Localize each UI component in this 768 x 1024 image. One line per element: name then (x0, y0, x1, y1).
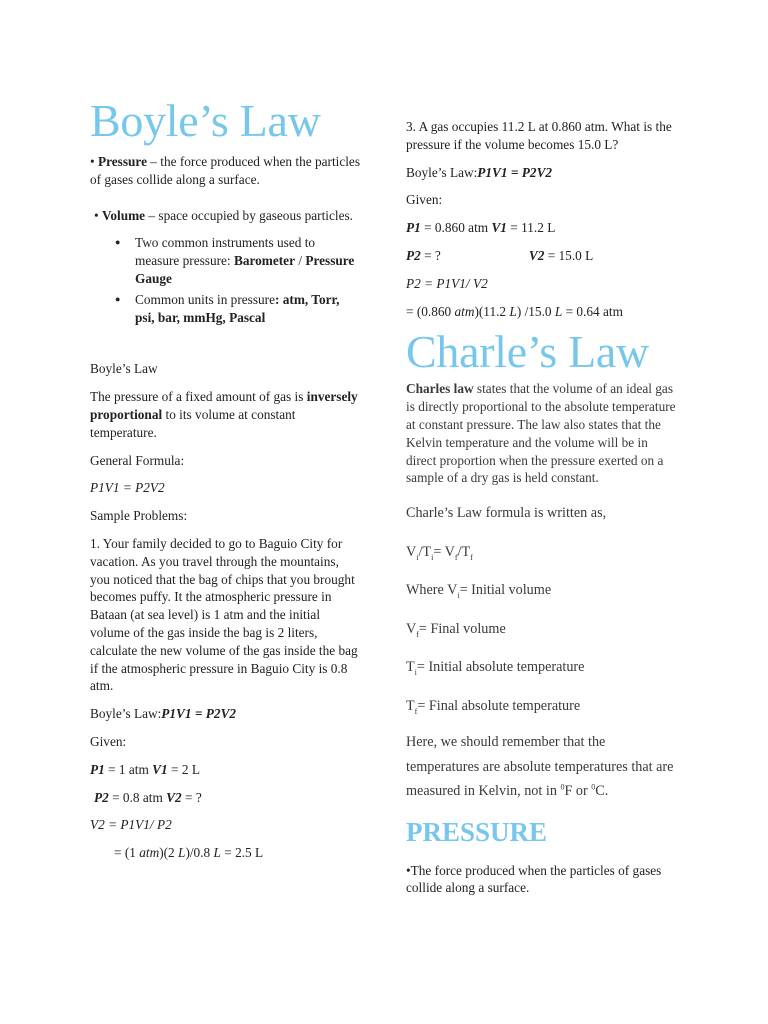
variable-v2: V2 (166, 789, 182, 805)
problem-1: 1. Your family decided to go to Baguio City for vacation. As you travel through the mountains, you noticed that the bag of chips that you brought becomes puffy. It the atmospheric pressure in Bataan (at sea level) is 1 atm and the initial volume of the gas inside the bag is 2 liters, calculate the new volume of the gas inside the bag if the atmospheric pressure in Baguio City is 0.8 atm. (90, 535, 358, 694)
law-label: Boyle’s Law: (90, 706, 162, 722)
formula-intro: Charle’s Law formula is written as, (406, 505, 607, 522)
solution-part: = (1 (114, 845, 140, 861)
pressure-definition-right: •The force produced when the particles of gases collide along a surface. (406, 862, 662, 896)
unit-l: L (509, 303, 517, 319)
pressure-gauge-term: Pressure Gauge (135, 253, 355, 286)
unit-l: L (554, 303, 563, 319)
sub-i: i (416, 552, 419, 562)
pressure-term: Pressure (97, 154, 147, 169)
solution-line (406, 303, 678, 321)
solution-part: ) /15.0 (516, 303, 555, 319)
boyles-law-formula-line (90, 705, 362, 723)
value: = 2 L (167, 761, 200, 777)
remark-text: Here, we should remember that the temperatures are absolute temperatures that are measured in Kelvin, not in (406, 734, 674, 800)
unit-l: L (213, 845, 221, 861)
meaning: = Initial volume (459, 582, 552, 599)
boyles-law-definition (90, 388, 362, 441)
def-text: to its volume at constant temperature. (90, 406, 296, 440)
variable-v2: V2 (528, 247, 545, 263)
law-formula: P1V1 = P2V2 (161, 706, 237, 722)
units-list: : atm, Torr, psi, bar, mmHg, Pascal (135, 291, 340, 325)
sub-f: f (414, 706, 418, 716)
solve-formula (90, 816, 362, 834)
given-label: Given: (406, 192, 443, 208)
var-v: = V (433, 543, 455, 560)
pressure-bullet-list (90, 234, 362, 326)
solution-part: )/0.8 (185, 845, 214, 861)
remark-text: C. (595, 783, 609, 800)
pressure-def-text: – the force produced when the particles of gases collide along a surface. (90, 154, 361, 187)
value: = 0.8 atm (108, 789, 167, 805)
degree-mark: 0 (591, 782, 596, 792)
charles-law-term: Charles law (406, 381, 474, 397)
unit-atm: atm (454, 303, 475, 319)
sub-i: i (431, 552, 434, 562)
variable-p2: P2 (406, 247, 421, 263)
var-t: /T (457, 543, 471, 560)
label: V (406, 620, 417, 637)
formula-text: V2 = P1V1/ P2 (90, 817, 172, 833)
sample-problems-label: Sample Problems: (90, 508, 188, 524)
law-formula: P1V1 = P2V2 (477, 164, 553, 180)
given-row-2 (406, 247, 678, 265)
variable-v1: V1 (152, 761, 168, 777)
sub-f: f (416, 629, 419, 639)
general-formula-label: General Formula: (90, 452, 185, 468)
list-item (135, 234, 362, 287)
separator: / (295, 253, 306, 269)
sub-f: f (454, 552, 458, 562)
charles-formula (406, 540, 678, 565)
variable-p1: P1 (406, 220, 421, 236)
degree-mark: 0 (560, 782, 565, 792)
def-text: The pressure of a fixed amount of gas is (90, 389, 307, 405)
volume-term: Volume (101, 207, 146, 223)
given-row-1 (90, 761, 362, 779)
unit-atm: atm (139, 845, 160, 861)
right-column (406, 118, 678, 897)
pressure-definition: • Pressure – the force produced when the particles of gases collide along a surface. (90, 154, 361, 187)
variable-p1: P1 (90, 761, 105, 777)
left-column (90, 95, 362, 862)
charles-law-title: Charle’s Law (406, 326, 649, 378)
solve-formula (406, 275, 678, 293)
label: Where V (406, 582, 458, 599)
solution-result: = 0.64 atm (562, 303, 623, 319)
boyles-law-formula-line (406, 164, 678, 182)
value: = 11.2 L (506, 220, 556, 236)
given-row-2 (90, 789, 362, 807)
remark-text: F or (564, 783, 592, 800)
sub-i: i (457, 590, 460, 600)
solution-line (90, 844, 362, 862)
bullet-text: Common units in pressure (135, 291, 275, 307)
list-item (135, 291, 362, 327)
value: = ? (181, 789, 202, 805)
sub-i: i (414, 667, 417, 677)
variable-p2: P2 (94, 789, 109, 805)
sub-f: f (470, 552, 473, 562)
general-formula (90, 479, 362, 497)
where-ti (406, 655, 678, 680)
pressure-heading: PRESSURE (406, 816, 548, 847)
value: = 15.0 L (544, 247, 594, 263)
definition-text: states that the volume of an ideal gas is directly proportional to the absolute temperature at constant pressure. The law also states that the Kelvin temperature and the volume will be in direct proportion when the pressure exerted on a sample of a dry gas is held constant. (406, 381, 676, 486)
volume-definition: • Volume – space occupied by gaseous particles. (94, 207, 353, 223)
where-tf (406, 694, 678, 719)
var-v: V (406, 543, 417, 560)
solution-result: = 2.5 L (220, 845, 264, 861)
given-label: Given: (90, 733, 127, 749)
boyles-law-title: Boyle’s Law (90, 95, 321, 146)
label: T (406, 697, 415, 714)
meaning: = Initial absolute temperature (416, 659, 585, 676)
unit-l: L (178, 845, 186, 861)
kelvin-remark (406, 730, 678, 804)
variable-v1: V1 (491, 220, 507, 236)
meaning: = Final volume (418, 620, 506, 637)
value: = 0.860 atm (420, 220, 492, 236)
where-vi (406, 578, 678, 603)
value: = ? (420, 247, 441, 263)
inversely-proportional-term: inversely proportional (90, 389, 358, 422)
charles-law-definition (406, 380, 678, 487)
solution-part: )(11.2 (474, 303, 510, 319)
volume-def-text: – space occupied by gaseous particles. (145, 207, 353, 223)
formula-text: P1V1 = P2V2 (90, 480, 165, 496)
meaning: = Final absolute temperature (417, 697, 581, 714)
boyles-law-subtitle: Boyle’s Law (90, 361, 158, 377)
value: = 1 atm (104, 761, 153, 777)
law-label: Boyle’s Law: (406, 164, 478, 180)
bullet-text: Two common instruments used to measure pressure: (135, 235, 316, 269)
solution-part: )(2 (159, 845, 179, 861)
where-vf (406, 617, 678, 642)
given-row-1 (406, 219, 678, 237)
var-t: /T (418, 543, 432, 560)
formula-text: P2 = P1V1/ V2 (406, 275, 488, 291)
label: T (406, 659, 415, 676)
solution-part: = (0.860 (406, 303, 455, 319)
problem-3: 3. A gas occupies 11.2 L at 0.860 atm. What is the pressure if the volume becomes 15.0 L? (406, 119, 672, 152)
barometer-term: Barometer (233, 253, 295, 269)
